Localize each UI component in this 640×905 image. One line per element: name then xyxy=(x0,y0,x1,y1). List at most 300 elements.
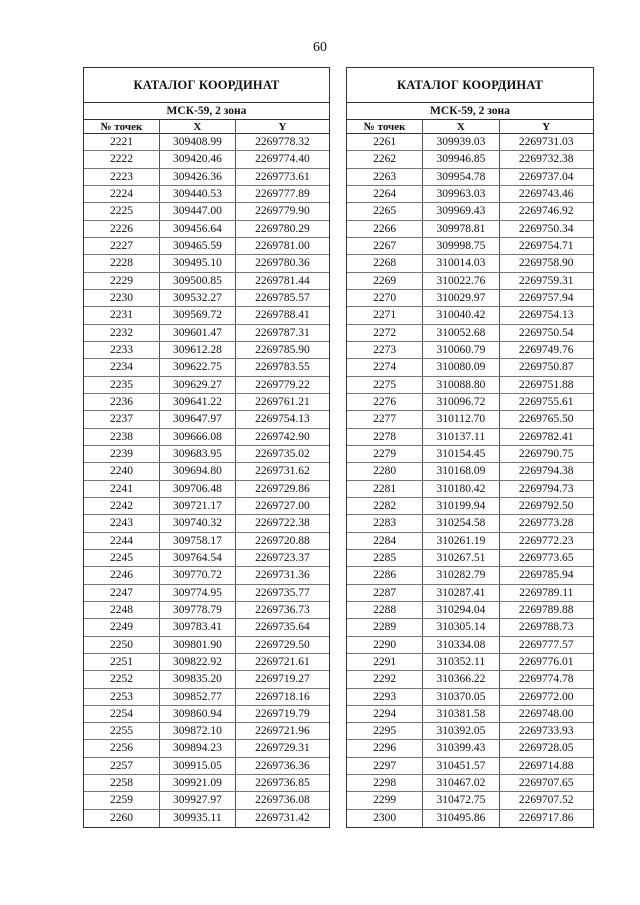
cell-x: 310052.68 xyxy=(423,325,499,341)
table-row xyxy=(84,792,329,809)
cell-x: 309758.17 xyxy=(160,533,236,549)
table-row xyxy=(347,411,593,428)
cell-x: 309721.17 xyxy=(160,498,236,514)
cell-y: 2269772.23 xyxy=(518,534,574,547)
cell-x: 309969.43 xyxy=(423,203,499,219)
cell-point-number: 2298 xyxy=(347,775,423,791)
cell-y: 2269778.32 xyxy=(255,136,310,148)
cell-y: 2269765.50 xyxy=(518,413,574,426)
table-row xyxy=(347,169,593,186)
cell-x: 309420.46 xyxy=(160,151,236,167)
cell-point-number: 2281 xyxy=(347,481,423,497)
cell-point-number: 2228 xyxy=(84,255,160,271)
table-row xyxy=(84,481,329,498)
table-row xyxy=(84,740,329,757)
cell-x: 309915.05 xyxy=(160,758,236,774)
table-row xyxy=(347,446,593,463)
cell-point-number: 2264 xyxy=(347,186,423,202)
cell-y: 2269794.38 xyxy=(518,465,574,478)
table-body xyxy=(84,134,329,827)
table-row xyxy=(84,654,329,671)
cell-y: 2269789.11 xyxy=(519,586,574,599)
cell-point-number: 2269 xyxy=(347,273,423,289)
cell-point-number: 2292 xyxy=(347,671,423,687)
cell-x: 310366.22 xyxy=(423,671,499,687)
table-row xyxy=(84,515,329,532)
cell-x: 309774.95 xyxy=(160,585,236,601)
table-row xyxy=(347,758,593,775)
table-row xyxy=(84,186,329,203)
column-header-x: X xyxy=(160,120,236,133)
table-row xyxy=(84,533,329,550)
cell-point-number: 2258 xyxy=(84,775,160,791)
cell-point-number: 2293 xyxy=(347,689,423,705)
cell-y: 2269737.04 xyxy=(518,170,574,183)
table-row xyxy=(347,342,593,359)
cell-x: 309694.80 xyxy=(160,463,236,479)
cell-x: 309683.95 xyxy=(160,446,236,462)
cell-x: 310294.04 xyxy=(423,602,499,618)
cell-point-number: 2288 xyxy=(347,602,423,618)
cell-x: 309822.92 xyxy=(160,654,236,670)
cell-y: 2269785.94 xyxy=(518,569,574,582)
table-row xyxy=(347,359,593,376)
cell-x: 309440.53 xyxy=(160,186,236,202)
cell-point-number: 2233 xyxy=(84,342,160,358)
cell-x: 309647.97 xyxy=(160,411,236,427)
cell-point-number: 2239 xyxy=(84,446,160,462)
catalog-title: КАТАЛОГ КООРДИНАТ xyxy=(347,68,593,103)
cell-y: 2269707.65 xyxy=(518,777,574,790)
table-row xyxy=(84,394,329,411)
table-row xyxy=(347,151,593,168)
cell-point-number: 2296 xyxy=(347,740,423,756)
cell-point-number: 2279 xyxy=(347,446,423,462)
cell-point-number: 2241 xyxy=(84,481,160,497)
cell-x: 309998.75 xyxy=(423,238,499,254)
cell-x: 310168.09 xyxy=(423,463,499,479)
cell-point-number: 2242 xyxy=(84,498,160,514)
cell-x: 309764.54 xyxy=(160,550,236,566)
cell-point-number: 2256 xyxy=(84,740,160,756)
cell-x: 310112.70 xyxy=(423,411,499,427)
cell-x: 310495.86 xyxy=(423,810,499,827)
coordinate-catalog-left xyxy=(83,67,330,828)
table-row xyxy=(84,775,329,792)
cell-point-number: 2290 xyxy=(347,637,423,653)
cell-x: 310282.79 xyxy=(423,567,499,583)
table-row xyxy=(84,602,329,619)
cell-y: 2269736.36 xyxy=(255,759,310,772)
cell-x: 310467.02 xyxy=(423,775,499,791)
table-row xyxy=(347,654,593,671)
cell-x: 309778.79 xyxy=(160,602,236,618)
cell-point-number: 2291 xyxy=(347,654,423,670)
cell-x: 309921.09 xyxy=(160,775,236,791)
cell-x: 309783.41 xyxy=(160,619,236,635)
cell-point-number: 2222 xyxy=(84,151,160,167)
cell-point-number: 2261 xyxy=(347,134,423,150)
table-row xyxy=(84,758,329,775)
cell-point-number: 2223 xyxy=(84,169,160,185)
table-header-row xyxy=(84,120,329,134)
cell-y: 2269761.21 xyxy=(255,395,310,408)
cell-x: 309935.11 xyxy=(160,810,236,827)
cell-y: 2269731.03 xyxy=(518,136,574,148)
cell-y: 2269776.01 xyxy=(518,655,574,668)
table-row xyxy=(84,134,329,151)
cell-point-number: 2273 xyxy=(347,342,423,358)
column-header-point-number: № точек xyxy=(347,120,423,133)
cell-point-number: 2245 xyxy=(84,550,160,566)
cell-y: 2269731.42 xyxy=(255,811,310,824)
table-row xyxy=(347,619,593,636)
table-row xyxy=(84,377,329,394)
cell-x: 310060.79 xyxy=(423,342,499,358)
cell-y: 2269772.00 xyxy=(518,690,574,703)
cell-point-number: 2231 xyxy=(84,307,160,323)
cell-y: 2269731.36 xyxy=(255,569,310,582)
cell-x: 310040.42 xyxy=(423,307,499,323)
cell-x: 309495.10 xyxy=(160,255,236,271)
cell-point-number: 2275 xyxy=(347,377,423,393)
cell-y: 2269781.00 xyxy=(255,239,310,252)
column-header-x: X xyxy=(423,120,499,133)
cell-x: 310014.03 xyxy=(423,255,499,271)
cell-y: 2269722.38 xyxy=(255,517,310,530)
cell-x: 309963.03 xyxy=(423,186,499,202)
table-row xyxy=(84,446,329,463)
cell-x: 310287.41 xyxy=(423,585,499,601)
cell-x: 309465.59 xyxy=(160,238,236,254)
cell-y: 2269792.50 xyxy=(518,499,574,512)
cell-y: 2269757.94 xyxy=(518,291,574,304)
table-row xyxy=(84,637,329,654)
cell-point-number: 2262 xyxy=(347,151,423,167)
cell-x: 310381.58 xyxy=(423,706,499,722)
cell-y: 2269783.55 xyxy=(255,361,310,374)
cell-y: 2269780.36 xyxy=(255,257,310,270)
cell-point-number: 2235 xyxy=(84,377,160,393)
cell-point-number: 2271 xyxy=(347,307,423,323)
cell-y: 2269729.86 xyxy=(255,482,310,495)
cell-point-number: 2243 xyxy=(84,515,160,531)
cell-point-number: 2229 xyxy=(84,273,160,289)
cell-x: 309706.48 xyxy=(160,481,236,497)
cell-point-number: 2295 xyxy=(347,723,423,739)
table-row xyxy=(84,619,329,636)
table-row xyxy=(347,585,593,602)
cell-x: 309612.28 xyxy=(160,342,236,358)
table-row xyxy=(84,550,329,567)
cell-y: 2269779.90 xyxy=(255,205,310,218)
cell-point-number: 2226 xyxy=(84,221,160,237)
cell-y: 2269736.08 xyxy=(255,794,310,807)
cell-x: 310334.08 xyxy=(423,637,499,653)
cell-point-number: 2237 xyxy=(84,411,160,427)
cell-point-number: 2286 xyxy=(347,567,423,583)
cell-x: 310022.76 xyxy=(423,273,499,289)
table-row xyxy=(347,463,593,480)
cell-x: 310096.72 xyxy=(423,394,499,410)
cell-y: 2269751.88 xyxy=(518,378,574,391)
cell-x: 309852.77 xyxy=(160,689,236,705)
table-row xyxy=(84,429,329,446)
table-row xyxy=(84,411,329,428)
cell-x: 310392.05 xyxy=(423,723,499,739)
column-header-y: Y xyxy=(542,121,551,133)
cell-y: 2269787.31 xyxy=(255,326,310,339)
cell-y: 2269788.73 xyxy=(518,621,574,634)
cell-x: 309770.72 xyxy=(160,567,236,583)
cell-x: 310370.05 xyxy=(423,689,499,705)
table-row xyxy=(347,203,593,220)
cell-x: 309978.81 xyxy=(423,221,499,237)
cell-y: 2269707.52 xyxy=(518,794,574,807)
cell-y: 2269735.64 xyxy=(255,621,310,634)
cell-point-number: 2260 xyxy=(84,810,160,827)
cell-y: 2269732.38 xyxy=(518,153,574,166)
cell-point-number: 2265 xyxy=(347,203,423,219)
cell-x: 309835.20 xyxy=(160,671,236,687)
cell-y: 2269719.27 xyxy=(255,673,310,686)
table-row xyxy=(84,255,329,272)
table-row xyxy=(84,203,329,220)
table-row xyxy=(347,810,593,827)
table-row xyxy=(347,394,593,411)
table-row xyxy=(347,221,593,238)
cell-y: 2269743.46 xyxy=(518,187,574,200)
cell-y: 2269781.44 xyxy=(255,274,310,287)
cell-point-number: 2240 xyxy=(84,463,160,479)
cell-point-number: 2263 xyxy=(347,169,423,185)
cell-x: 309622.75 xyxy=(160,359,236,375)
cell-point-number: 2246 xyxy=(84,567,160,583)
table-row xyxy=(347,550,593,567)
cell-point-number: 2283 xyxy=(347,515,423,531)
cell-x: 310088.80 xyxy=(423,377,499,393)
cell-y: 2269754.13 xyxy=(518,309,574,322)
cell-x: 309894.23 xyxy=(160,740,236,756)
table-row xyxy=(84,359,329,376)
table-row xyxy=(347,602,593,619)
table-row xyxy=(84,290,329,307)
cell-x: 309946.85 xyxy=(423,151,499,167)
cell-y: 2269777.89 xyxy=(255,187,310,200)
cell-y: 2269774.78 xyxy=(518,673,574,686)
cell-point-number: 2282 xyxy=(347,498,423,514)
cell-x: 309939.03 xyxy=(423,134,499,150)
table-row xyxy=(347,775,593,792)
cell-y: 2269750.87 xyxy=(518,361,574,374)
cell-point-number: 2254 xyxy=(84,706,160,722)
catalog-subtitle: МСК-59, 2 зона xyxy=(84,103,329,120)
cell-y: 2269735.77 xyxy=(255,586,310,599)
table-row xyxy=(347,792,593,809)
cell-point-number: 2234 xyxy=(84,359,160,375)
cell-y: 2269779.22 xyxy=(255,378,310,391)
cell-y: 2269742.90 xyxy=(255,430,310,443)
page-number: 60 xyxy=(313,40,327,55)
table-row xyxy=(347,498,593,515)
table-row xyxy=(84,325,329,342)
cell-y: 2269785.90 xyxy=(255,343,310,356)
cell-y: 2269746.92 xyxy=(518,205,574,218)
cell-point-number: 2285 xyxy=(347,550,423,566)
cell-point-number: 2232 xyxy=(84,325,160,341)
cell-y: 2269754.71 xyxy=(518,239,574,252)
cell-point-number: 2274 xyxy=(347,359,423,375)
cell-x: 309860.94 xyxy=(160,706,236,722)
cell-y: 2269729.31 xyxy=(255,742,310,755)
cell-y: 2269789.88 xyxy=(518,603,574,616)
table-row xyxy=(347,377,593,394)
cell-x: 309629.27 xyxy=(160,377,236,393)
cell-point-number: 2297 xyxy=(347,758,423,774)
cell-x: 310080.09 xyxy=(423,359,499,375)
table-row xyxy=(347,481,593,498)
cell-point-number: 2230 xyxy=(84,290,160,306)
table-row xyxy=(347,723,593,740)
column-header-y: Y xyxy=(278,121,287,133)
table-row xyxy=(84,238,329,255)
table-row xyxy=(347,689,593,706)
table-row xyxy=(84,706,329,723)
catalog-title: КАТАЛОГ КООРДИНАТ xyxy=(84,68,329,103)
cell-y: 2269750.34 xyxy=(518,222,574,235)
cell-x: 309426.36 xyxy=(160,169,236,185)
cell-point-number: 2259 xyxy=(84,792,160,808)
cell-point-number: 2287 xyxy=(347,585,423,601)
cell-point-number: 2244 xyxy=(84,533,160,549)
cell-y: 2269729.50 xyxy=(255,638,310,651)
cell-y: 2269727.00 xyxy=(255,499,310,512)
cell-point-number: 2247 xyxy=(84,585,160,601)
cell-y: 2269758.90 xyxy=(518,257,574,270)
cell-x: 309532.27 xyxy=(160,290,236,306)
cell-x: 310137.11 xyxy=(423,429,499,445)
cell-y: 2269780.29 xyxy=(255,222,310,235)
table-row xyxy=(84,342,329,359)
cell-point-number: 2249 xyxy=(84,619,160,635)
table-row xyxy=(347,255,593,272)
cell-x: 309569.72 xyxy=(160,307,236,323)
cell-point-number: 2270 xyxy=(347,290,423,306)
cell-y: 2269720.88 xyxy=(255,534,310,547)
table-row xyxy=(347,290,593,307)
cell-y: 2269759.31 xyxy=(518,274,574,287)
cell-x: 309740.32 xyxy=(160,515,236,531)
cell-point-number: 2266 xyxy=(347,221,423,237)
table-header-row xyxy=(347,120,593,134)
table-row xyxy=(347,186,593,203)
cell-x: 309954.78 xyxy=(423,169,499,185)
table-row xyxy=(347,740,593,757)
cell-point-number: 2252 xyxy=(84,671,160,687)
cell-x: 310029.97 xyxy=(423,290,499,306)
column-header-point-number: № точек xyxy=(84,120,160,133)
cell-y: 2269749.76 xyxy=(518,343,574,356)
table-row xyxy=(347,671,593,688)
cell-point-number: 2250 xyxy=(84,637,160,653)
table-row xyxy=(84,273,329,290)
cell-y: 2269735.02 xyxy=(255,447,310,460)
table-row xyxy=(84,169,329,186)
cell-y: 2269719.79 xyxy=(255,707,310,720)
table-row xyxy=(347,273,593,290)
table-row xyxy=(347,533,593,550)
cell-point-number: 2267 xyxy=(347,238,423,254)
cell-y: 2269721.61 xyxy=(255,655,310,668)
cell-y: 2269721.96 xyxy=(255,725,310,738)
cell-x: 310352.11 xyxy=(423,654,499,670)
cell-point-number: 2300 xyxy=(347,810,423,827)
table-row xyxy=(84,689,329,706)
cell-y: 2269774.40 xyxy=(255,153,310,166)
table-row xyxy=(84,151,329,168)
cell-point-number: 2238 xyxy=(84,429,160,445)
cell-x: 309447.00 xyxy=(160,203,236,219)
cell-y: 2269714.88 xyxy=(518,759,574,772)
table-row xyxy=(347,706,593,723)
cell-point-number: 2280 xyxy=(347,463,423,479)
cell-x: 309408.99 xyxy=(160,134,236,150)
table-row xyxy=(347,429,593,446)
table-body xyxy=(347,134,593,827)
cell-point-number: 2277 xyxy=(347,411,423,427)
cell-point-number: 2257 xyxy=(84,758,160,774)
table-row xyxy=(347,515,593,532)
table-row xyxy=(347,567,593,584)
cell-point-number: 2227 xyxy=(84,238,160,254)
table-row xyxy=(84,723,329,740)
cell-y: 2269718.16 xyxy=(255,690,310,703)
cell-point-number: 2272 xyxy=(347,325,423,341)
coordinate-catalog-right xyxy=(346,67,594,828)
cell-point-number: 2299 xyxy=(347,792,423,808)
cell-y: 2269755.61 xyxy=(518,395,574,408)
cell-y: 2269777.57 xyxy=(518,638,574,651)
cell-y: 2269794.73 xyxy=(518,482,574,495)
cell-y: 2269785.57 xyxy=(255,291,310,304)
cell-point-number: 2284 xyxy=(347,533,423,549)
cell-y: 2269773.61 xyxy=(255,170,310,183)
cell-x: 310254.58 xyxy=(423,515,499,531)
table-row xyxy=(84,567,329,584)
cell-y: 2269728.05 xyxy=(518,742,574,755)
catalog-subtitle: МСК-59, 2 зона xyxy=(347,103,593,120)
cell-y: 2269754.13 xyxy=(255,413,310,426)
table-row xyxy=(84,463,329,480)
cell-x: 310305.14 xyxy=(423,619,499,635)
cell-point-number: 2251 xyxy=(84,654,160,670)
cell-y: 2269748.00 xyxy=(518,707,574,720)
cell-point-number: 2276 xyxy=(347,394,423,410)
cell-point-number: 2255 xyxy=(84,723,160,739)
cell-point-number: 2289 xyxy=(347,619,423,635)
cell-point-number: 2253 xyxy=(84,689,160,705)
table-row xyxy=(347,134,593,151)
cell-point-number: 2268 xyxy=(347,255,423,271)
cell-y: 2269723.37 xyxy=(255,551,310,564)
cell-x: 310267.51 xyxy=(423,550,499,566)
cell-point-number: 2278 xyxy=(347,429,423,445)
cell-y: 2269773.65 xyxy=(518,551,574,564)
cell-x: 309601.47 xyxy=(160,325,236,341)
cell-point-number: 2294 xyxy=(347,706,423,722)
table-row xyxy=(84,307,329,324)
cell-x: 309872.10 xyxy=(160,723,236,739)
